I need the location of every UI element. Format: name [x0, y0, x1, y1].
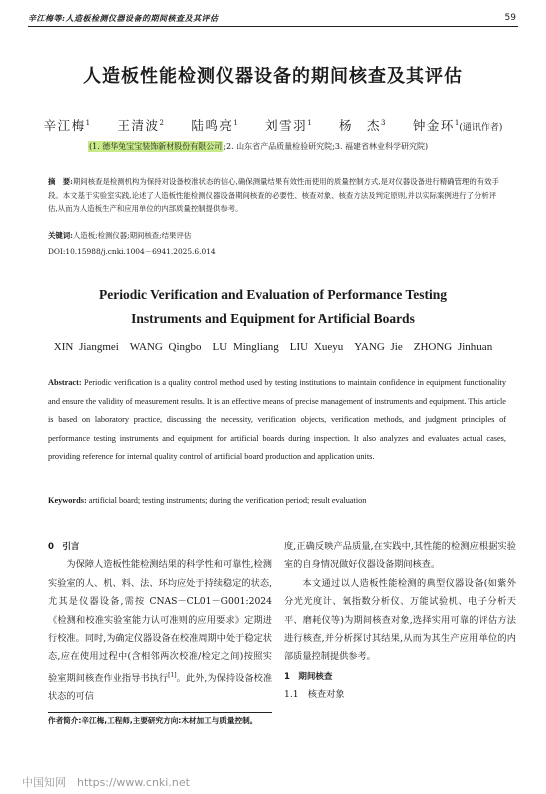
running-header: 辛江梅等:人造板检测仪器设备的期间核查及其评估 [28, 13, 219, 23]
page-number: 59 [504, 13, 516, 23]
author-name: 钟金环 [412, 118, 455, 133]
en-abstract-label: Abstract [48, 378, 79, 387]
cn-abstract [48, 175, 502, 216]
en-keywords-label: Keywords [48, 496, 84, 505]
right-column [284, 538, 516, 705]
en-keywords-text: artificial board; testing instruments; during the verification period; result evaluation [88, 496, 367, 505]
cn-abstract-label: 摘 要: [48, 177, 73, 186]
en-abstract-text: Periodic verification is a quality control method used by testing institutions to maintain confidence in equipment functionality and ensure the validity of measurement results. It is an effective means of precise management of instruments and equipment. This article is based on laboratory practice, discussing the necessity, verification objects, verification methods, and judgment principles of performance testing instruments and equipment for artificial boards during inspection. It also analyzes and evaluates actual cases, providing reference for internal quality control of artificial board production and application units. [48, 378, 506, 462]
cn-keywords-label: 关键词: [48, 231, 73, 240]
author-affil-mark: 1 [85, 118, 91, 127]
affiliation-highlighted: (1. 德华兔宝宝装饰新材股份有限公司 [89, 142, 223, 151]
cn-keywords-text: 人造板;检测仪器;期间核查;结果评估 [72, 231, 192, 240]
author-affil-mark: 3 [381, 118, 386, 127]
cn-authors [0, 116, 546, 134]
affiliation-rest: ;2. 山东省产品质量检验研究院;3. 福建省林业科学研究院) [223, 142, 429, 151]
author-affil-mark: 2 [159, 118, 164, 127]
cn-abstract-text: 期间核查是检测机构为保持对设备校准状态的信心,确保测量结果有效性而使用的质量控制方式,是对仪器设备进行精确管理的有效手段。本文基于实验室实践,论述了人造板性能检测仪器设备期间核查的必要性、核查对象、核查方法及判定原则,并以实际案例进行了分析评估,从而为人造板生产和应用单位的内部质量控制提供参考。 [48, 177, 499, 213]
affiliations [88, 141, 428, 152]
header-rule [28, 26, 518, 27]
author-affil-mark: 1 [307, 118, 312, 127]
en-title-line1: Periodic Verification and Evaluation of Performance Testing [99, 287, 447, 302]
author-name: 陆鸣亮 [191, 118, 234, 133]
body-text: 为保障人造板性能检测结果的科学性和可靠性,检测实验室的人、机、料、法、环均应处于持续稳定的状态,尤其是仪器设备,需按 CNAS－CL01－G001:2024《检测和校准实验室能力认可准则的应用要求》定期进行校准。同时,为确定仪器设备在校准周期中处于稳定状态,应在使用过程中(含相邻两次校准/检定之间)按照实验室期间核查作业指导书执行 [48, 559, 272, 684]
cn-keywords [48, 229, 502, 243]
en-authors: XIN Jiangmei WANG Qingbo LU Mingliang LIU Xueyu YANG Jie ZHONG Jinhuan [53, 341, 493, 353]
body-paragraph [48, 556, 272, 706]
author-affil-mark: 1 [233, 118, 238, 127]
body-text: 。此外,为保持设备校准状态的可信 [48, 672, 273, 703]
footnote-rule [48, 712, 272, 713]
corresponding-note: (通讯作者) [459, 123, 503, 133]
section-heading-1: 1 期间核查 [284, 671, 333, 682]
en-abstract: Abstract: Periodic verification is a quality control method used by testing institutions to maintain confidence in equipment functionality and ensure the validity of measurement results. It is an effective means of precise management of instruments and equipment. This article is based on laboratory practice, discussing the necessity, verification objects, verification methods, and judgment principles of performance testing instruments and equipment for artificial boards during inspection. It also analyzes and evaluates actual cases, providing reference for internal quality control of artificial board production and application units. [48, 378, 506, 462]
cn-title: 人造板性能检测仪器设备的期间核查及其评估 [83, 66, 463, 87]
left-column [48, 538, 272, 707]
section-heading-introduction: 0 引言 [48, 542, 80, 552]
en-title-line2: Instruments and Equipment for Artificial Boards [131, 311, 415, 326]
author-affil-mark: 1 [454, 118, 460, 127]
citation: [1] [168, 671, 177, 679]
doi: DOI:10.15988/j.cnki.1004－6941.2025.6.014 [48, 247, 216, 256]
author-name: 杨 杰 [339, 118, 382, 133]
author-footnote: 作者简介:辛江梅,工程师,主要研究方向:木材加工与质量控制。 [48, 716, 258, 725]
body-paragraph: 本文通过以人造板性能检测的典型仪器设备(如紫外分光光度计、氧指数分析仪、万能试验机、电子分析天平、磨耗仪等)为期间核查对象,选择实用可靠的评估方法进行核查,并分析探讨其结果,从而为其生产应用单位的内部质量控制提供参考。 [284, 577, 516, 663]
section-heading-1-1: 1.1 核查对象 [284, 689, 345, 701]
author-name: 辛江梅 [43, 118, 86, 133]
author-name: 王清波 [117, 118, 160, 133]
body-paragraph: 度,正确反映产品质量,在实践中,其性能的检测应根据实验室的自身情况做好仪器设备期间核查。 [284, 541, 516, 571]
author-name: 刘雪羽 [265, 118, 308, 133]
cnki-watermark: 中国知网 https://www.cnki.net [22, 776, 190, 789]
en-keywords: Keywords: artificial board; testing instruments; during the verification period; result evaluation [48, 496, 367, 505]
